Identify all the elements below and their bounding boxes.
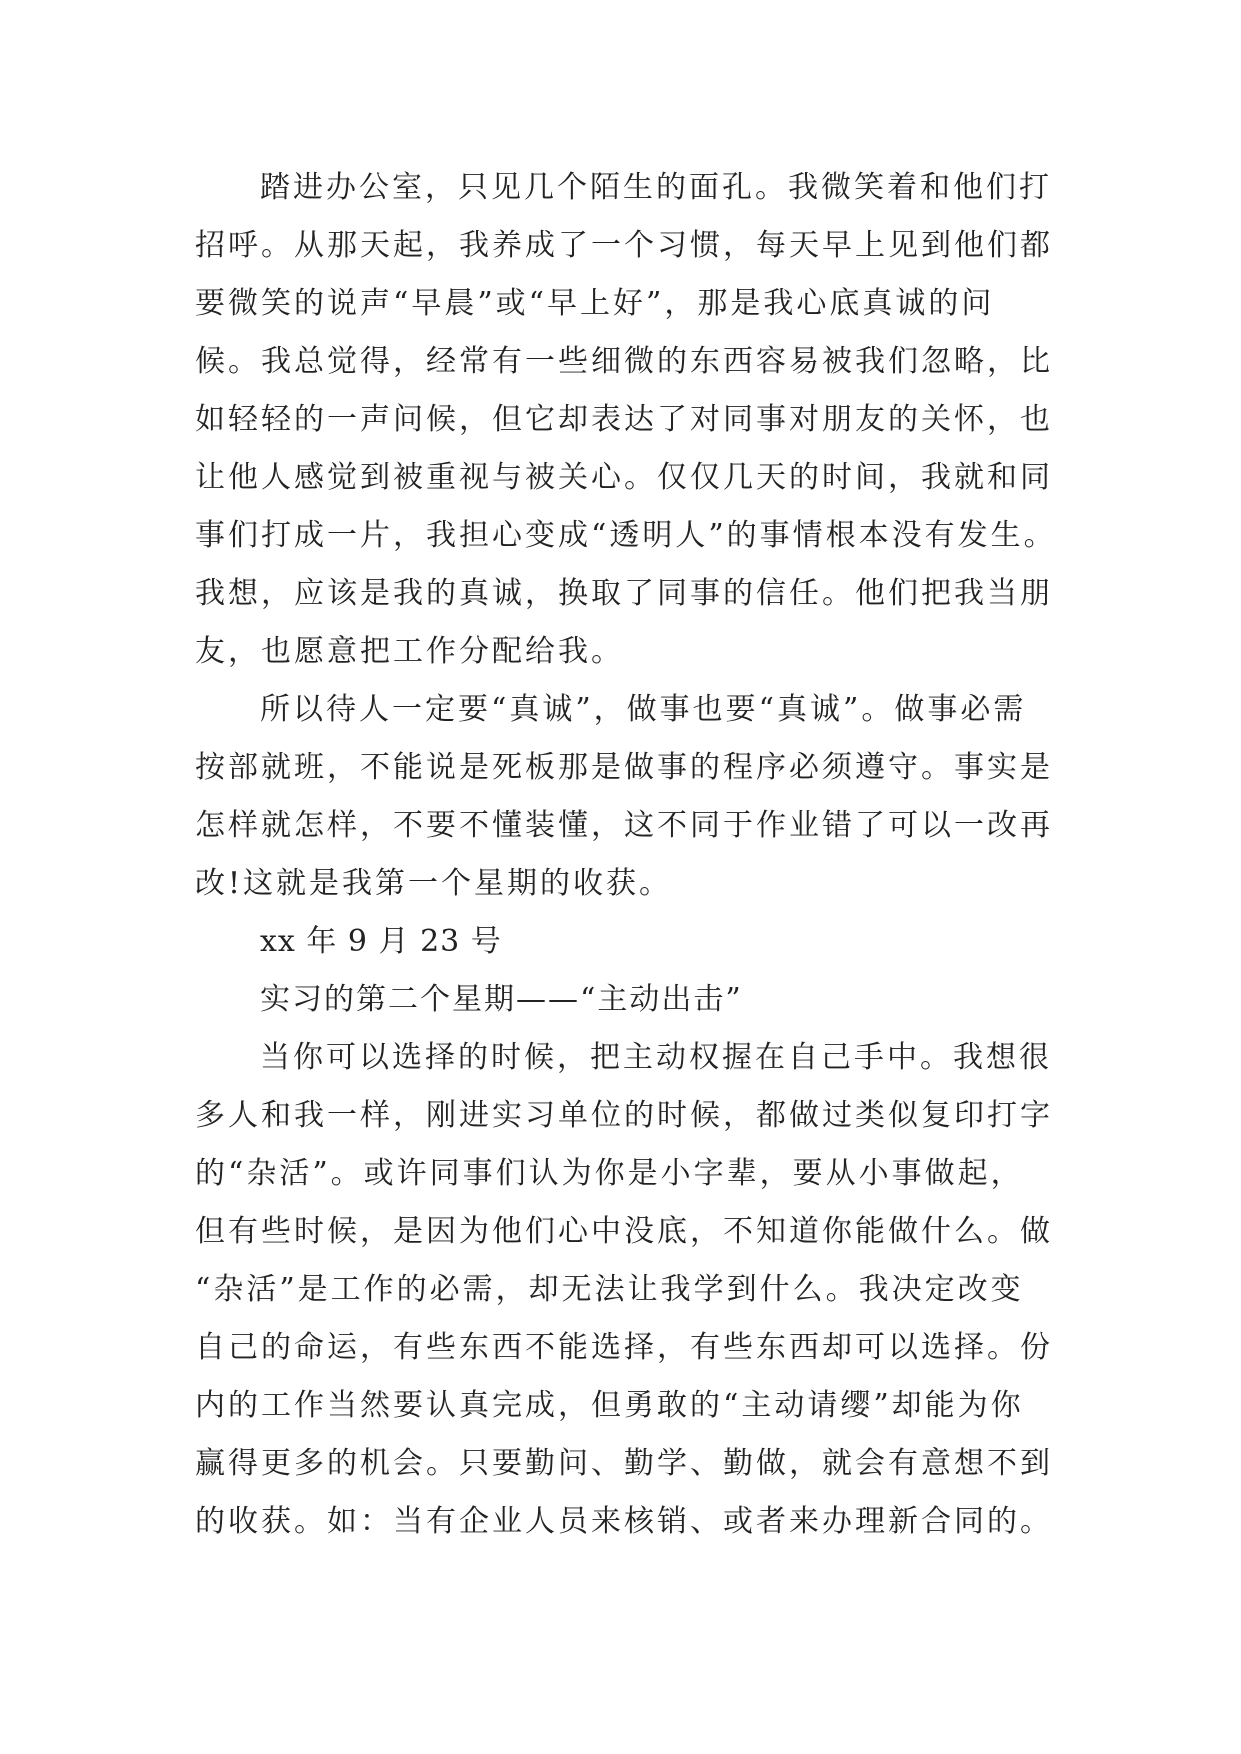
text-line: 内的工作当然要认真完成，但勇敢的“主动请缨”却能为你: [195, 1388, 1024, 1423]
text-line: 友，也愿意把工作分配给我。: [195, 634, 624, 669]
text-line: 按部就班，不能说是死板那是做事的程序必须遵守。事实是: [195, 750, 1053, 785]
text-line: 事们打成一片，我担心变成“透明人”的事情根本没有发生。: [195, 518, 1057, 553]
text-line: 的收获。如：当有企业人员来核销、或者来办理新合同的。: [195, 1504, 1053, 1539]
text-line: 候。我总觉得，经常有一些细微的东西容易被我们忽略，比: [195, 344, 1053, 379]
text-line: 踏进办公室，只见几个陌生的面孔。我微笑着和他们打: [260, 170, 1052, 205]
text-line: 我想，应该是我的真诚，换取了同事的信任。他们把我当朋: [195, 576, 1053, 611]
text-line: 多人和我一样，刚进实习单位的时候，都做过类似复印打字: [195, 1098, 1053, 1133]
date-line: xx 年 9 月 23 号: [260, 924, 502, 959]
text-line: 赢得更多的机会。只要勤问、勤学、勤做，就会有意想不到: [195, 1446, 1053, 1481]
text-line: 所以待人一定要“真诚”，做事也要“真诚”。做事必需: [260, 692, 1027, 727]
text-line: 改!这就是我第一个星期的收获。: [195, 866, 673, 901]
text-line: 要微笑的说声“早晨”或“早上好”，那是我心底真诚的问: [195, 286, 995, 321]
text-line: 招呼。从那天起，我养成了一个习惯，每天早上见到他们都: [195, 228, 1053, 263]
text-line: 如轻轻的一声问候，但它却表达了对同事对朋友的关怀，也: [195, 402, 1053, 437]
text-line: 当你可以选择的时候，把主动权握在自己手中。我想很: [260, 1040, 1052, 1075]
text-line: 但有些时候，是因为他们心中没底，不知道你能做什么。做: [195, 1214, 1053, 1249]
section-heading: 实习的第二个星期——“主动出击”: [260, 982, 743, 1017]
text-line: 怎样就怎样，不要不懂装懂，这不同于作业错了可以一改再: [195, 808, 1053, 843]
text-line: “杂活”是工作的必需，却无法让我学到什么。我决定改变: [195, 1272, 1024, 1307]
text-line: 让他人感觉到被重视与被关心。仅仅几天的时间，我就和同: [195, 460, 1053, 495]
text-line: 自己的命运，有些东西不能选择，有些东西却可以选择。份: [195, 1330, 1053, 1365]
text-line: 的“杂活”。或许同事们认为你是小字辈，要从小事做起，: [195, 1156, 1024, 1191]
